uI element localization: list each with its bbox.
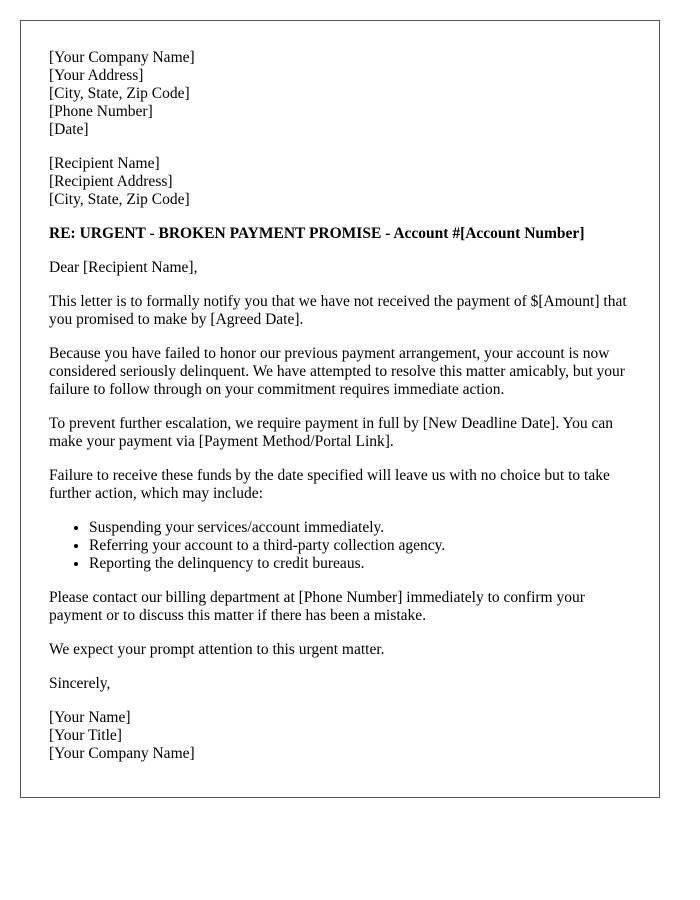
recipient-name: [Recipient Name]	[49, 155, 160, 172]
sender-company: [Your Company Name]	[49, 49, 195, 66]
list-item: • Reporting the delinquency to credit bureaus.	[89, 555, 631, 573]
paragraph-deadline: To prevent further escalation, we require payment in full by [New Deadline Date]. You can make your payment via [Payment Method/Portal Link].	[49, 415, 614, 450]
letter-date: [Date]	[49, 121, 89, 138]
sender-block	[49, 49, 631, 139]
paragraph-contact: Please contact our billing department at [Phone Number] immediately to confirm your payment or to discuss this matter if there has been a mistake.	[49, 589, 585, 624]
recipient-city-state-zip: [City, State, Zip Code]	[49, 191, 190, 208]
paragraph-notice: This letter is to formally notify you that we have not received the payment of $[Amount] that you promised to make by [Agreed Date].	[49, 293, 627, 328]
recipient-address: [Recipient Address]	[49, 173, 173, 190]
sender-phone: [Phone Number]	[49, 103, 153, 120]
paragraph-delinquent: Because you have failed to honor our previous payment arrangement, your account is now considered seriously delinquent. We have attempted to resolve this matter amicably, but your failure to follow through on your commitment requires immediate action.	[49, 345, 625, 398]
signature-title: [Your Title]	[49, 727, 122, 744]
signature-name: [Your Name]	[49, 709, 131, 726]
paragraph-consequences: Failure to receive these funds by the date specified will leave us with no choice but to take further action, which may include:	[49, 467, 610, 502]
sender-city-state-zip: [City, State, Zip Code]	[49, 85, 190, 102]
sender-address: [Your Address]	[49, 67, 144, 84]
signature-block	[49, 709, 631, 763]
list-item: • Suspending your services/account immediately.	[89, 519, 631, 537]
list-item: • Referring your account to a third-party collection agency.	[89, 537, 631, 555]
letter-page	[20, 20, 660, 798]
signature-company: [Your Company Name]	[49, 745, 195, 762]
subject-line: RE: URGENT - BROKEN PAYMENT PROMISE - Account #[Account Number]	[49, 225, 585, 242]
closing: Sincerely,	[49, 675, 111, 692]
recipient-block	[49, 155, 631, 209]
paragraph-expectation: We expect your prompt attention to this urgent matter.	[49, 641, 385, 658]
salutation: Dear [Recipient Name],	[49, 259, 198, 276]
consequences-list	[49, 519, 631, 573]
